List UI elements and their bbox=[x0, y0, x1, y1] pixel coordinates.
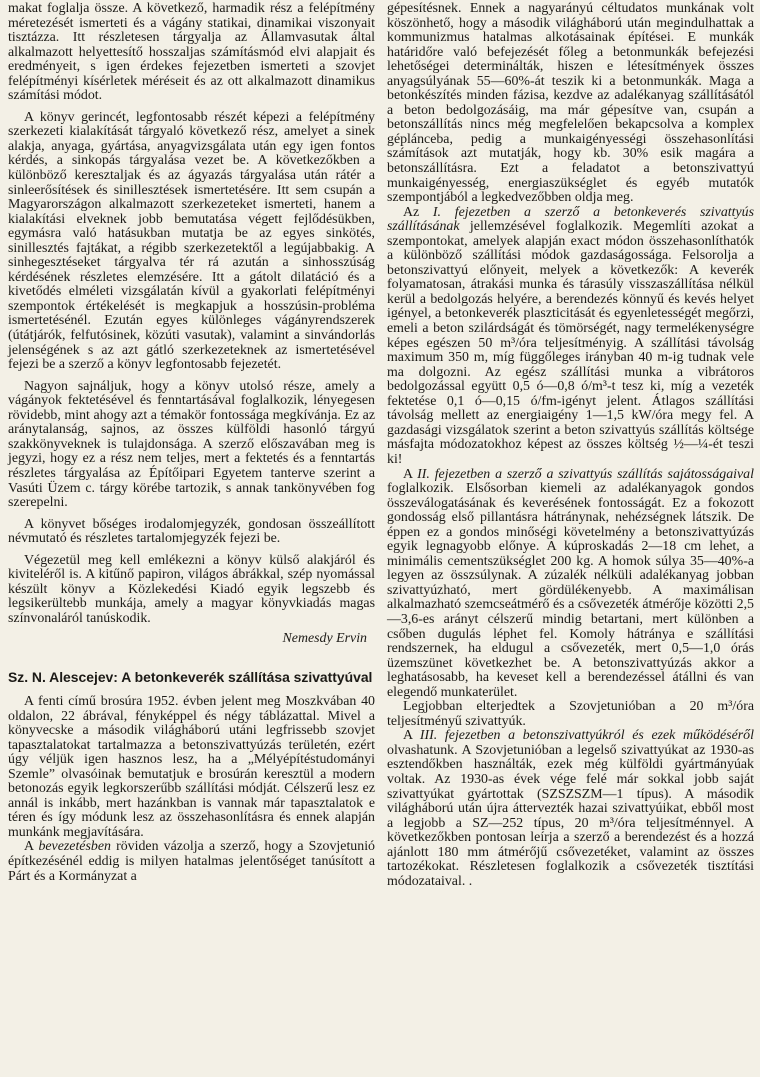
author-signature: Nemesdy Ervin bbox=[282, 631, 367, 647]
text-run: foglalkozik. Elsősorban kiemeli az adalékanyagok gondos összeválogatásának és keverésének fontosságát. Ez a fokozott gondosság első pillantásra hátránynak, nehézségnek látszik. De éppen ez a gondos minőségi követelmény a betonszivattyúzás egyik legnagyobb előnye. A kúproskadás 2—18 cm lehet, a minimális cementszükséglet 200 kg. A homok súlya 35—40%-a legyen az összsúlynak. A zúzalék nélküli adalékanyag jobban szivattyúzható, mert gördülékenyebb. A maximálisan alkalmazható szemcseátmérő és a csővezeték átmérője közötti 2,5—3,6-es arányt célszerű mindig betartani, mert különben a csőben dugulás léphet fel. Komoly hátránya e szállítási rendszernek, ha eldugul a csővezeték, mert 0,5—1,0 órás üzemszünet következhet be. A betonszivattyúzás akkor a leghatásosabb, ha keveset kell a berendezéssel átállni és van elegendő munkaterület. bbox=[387, 481, 754, 700]
paragraph: Végezetül meg kell emlékezni a könyv külső alakjáról és kiviteléről is. A kitűnő papiron, világos ábrákkal, szép nyomással készült könyv a Közlekedési Kiadó egyik legszebb és legsikerültebb munkája, amely a magyar könyvkiadás magas színvonaláról tanúskodik. bbox=[8, 552, 375, 626]
paragraph: A könyvet bőséges irodalomjegyzék, gondosan összeállított névmutató és részletes tartalomjegyzék fejezi be. bbox=[8, 516, 375, 547]
paragraph bbox=[387, 468, 754, 701]
paragraph: A fenti című brosúra 1952. évben jelent meg Moszkvában 40 oldalon, 22 ábrával, fényképpel és négy táblázattal. Mivel a könyvecske a második világháború utáni legfrissebb szovjet tapasztalatokat tartalmazza a betonszivattyúzás területén, ezért úgy véljük igen hasznos lesz, ha a „Mélyépítéstudományi Szemle” olvasóinak bemutatjuk e brosúrán keresztül a modern betonozás egyik legkorszerűbb szállítási módját. Célszerű lesz ez annál is inkább, mert hazánkban is vannak már tapasztalatok e téren és így módunk lesz az összehasonlításra és ennek alapján munkánk megjavítására. bbox=[8, 693, 375, 840]
paragraph: gépesítésnek. Ennek a nagyarányú céltudatos munkának volt köszönhető, hogy a második világháború után megindulhattak a kommunizmus hatalmas alkotásainak építései. E munkák határidőre való befejezését főleg a betonmunkák befejezési lehetőségei determinálták, hiszen e létesítmények összes anyagsúlyának 55—60%-át teszik ki a betonmunkák. Maga a betonkészítés minden fázisa, kezdve az adalékanyag szállításától a beton bedolgozásáig, ma már gépesítve van, csupán a betonszállítás nincs még megfelelően bekapcsolva a komplex géplánceba, pedig a munkaigényességi összehasonlítási számítások azt mutatják, hogy kb. 30% esik magára a betonszállításra. Ezt a feladatot a betonszivattyú munkaigényesség, energiaszükséglet és egyéb mutatók szempontjából a legkedvezőbben oldja meg. bbox=[387, 1, 754, 206]
text-run: jellemzésével foglalkozik. Megemlíti azokat a szempontokat, amelyek alapján exact módon összehasonlíthatók a különböző szállítási módok gazdaságossága. Felsorolja a betonszivattyú előnyeit, melyek a következők: A keverék folyamatosan, átrakási munka és tárasúly visszaszállítása nélkül kerül a bedolgozás helyére, a berendezés könnyű és kevés helyet igényel, a betonkeverék plaszticitását és egyenletességét megőrzi, emeli a beton szilárdságát és tömörségét, nagy termelékenységre képes egészen 50 m³/óra teljesítményig. A szállítási távolság maximum 350 m, míg függőleges irányban 40 m-ig tudnak vele ma dolgozni. Az egész szállítási munka a vibrátoros bedolgozással együtt 0,5 ó—0,8 ó/m³-t tesz ki, míg a vezeték fektetése 0,1 ó—0,15 ó/fm-igényt jelent. Átlagos szállítási távolság mellett az energiaigény 1—1,5 kW/óra megy fel. A gazdasági vizsgálatok szerint a beton szivattyús szállítás költsége másfajta módozatokhoz képest az összes költség ½—¼-ét teszi ki! bbox=[387, 219, 754, 467]
paragraph bbox=[8, 840, 375, 884]
review-title: Sz. N. Alescejev: A betonkeverék szállítása szivattyúval bbox=[8, 668, 373, 685]
paragraph bbox=[387, 729, 754, 889]
text-run: A bbox=[403, 728, 420, 744]
italic-text: bevezetésben bbox=[38, 839, 111, 855]
italic-text: III. fejezetben a betonszivattyúkról és ezek működéséről bbox=[419, 728, 754, 744]
text-run: röviden vázolja a szerző, hogy a Szovjetunió építkezésénél eddig is milyen hatalmas jelentőséget tanúsított a Párt és a Kormányzat a bbox=[8, 839, 375, 884]
text-run: A bbox=[403, 466, 418, 482]
right-column bbox=[387, 2, 754, 1073]
paragraph bbox=[387, 206, 754, 468]
left-column bbox=[8, 2, 375, 1073]
text-run: olvashatunk. A Szovjetunióban a legelső szivattyúkat az 1930-as esztendőkben használták, ezek még külföldi gyártmányúak voltak. Az 1930-as évek vége felé már sokkal jobb saját szivattyúkat gyártottak (SZSZSZM—1 típus). A második világháború után újra áttervezték hazai szivattyúikat, ebből most a legjobb a SZ—252 típus, 20 m³/óra teljesítménnyel. A következőkben pontosan leírja a szerző a berendezést és a hozzá ajánlott 180 mm átmérőjű csővezetéket, valamint az összes tartozékokat. Részletesen foglalkozik a csővezeték tisztítási módozataival. . bbox=[387, 742, 754, 889]
paragraph: makat foglalja össze. A következő, harmadik rész a felépítmény méretezését ismerteti és a vágány statikai, dinamikai viszonyait tisztázza. Itt részletesen tárgyalja az Államvasutak által alkalmazott helyettesítő hosszaljas számításmód elvi alapjait és eredményeit, s igen érdekes fejezetben ismerteti a szovjet felépítményi kísérletek méréseit és az ott alkalmazott dinamikus számítási módot. bbox=[8, 1, 375, 104]
paragraph: A könyv gerincét, legfontosabb részét képezi a felépítmény szerkezeti kialakítását tárgyaló következő rész, amelyet a sinek alakja, anyaga, gyártása, anyagvizsgálata után egy igen fontos kérdés, a sinkopás tárgyalása vezet be. A következőkben a különböző keresztaljak és az ágyazás tárgyalása után rátér a sinleerősítések és sinillesztések ismertetésére. Itt sem csupán a Magyarországon alkalmazott szerkezeteket ismerteti, hanem a kialakítási elveknek jobb bemutatása végett fejlődésükben, egymásra való hatásukban mutatja be az egyes sinkötés, sinillesztés fajtákat, a régibb szerkezetektől a legújabbakig. A sinhegesztéseket tárgyalva tér rá azután a sinhosszúság kérdésének részletes elemzésére. Itt a gátolt dilatáció és a kivetődés elméleti vizsgálatán kívül a gyakorlati felépítményi szempontok értékelését is megkapjuk a hosszúsin-probléma ismertetésénél. Ezután egyes különleges vágányrendszerek (útátjárók, felfutósinek, közúti vasutak), valamint a sinvándorlás jelenségének s az azt gátló szerkezeteknek az ismertetésével fejezi be a szerző a könyv legfontosabb fejezetét. bbox=[8, 109, 375, 373]
paragraph: Legjobban elterjedtek a Szovjetunióban a 20 m³/óra teljesítményű szivattyúk. bbox=[387, 699, 754, 729]
italic-text: I. fejezetben a szerző a betonkeverés szivattyús szállításának bbox=[387, 204, 755, 235]
paragraph: Nagyon sajnáljuk, hogy a könyv utolsó része, amely a vágányok fektetésével és fenntartásával foglalkozik, lényegesen rövidebb, mint ahogy azt a témakör fontossága megkívánja. Ez az aránytalanság, sajnos, az összes külföldi hasonló tárgyú szakkönyveknek is tulajdonsága. A szerző előszavában meg is jegyzi, hogy ez a rész nem teljes, mert a fektetés és a fenntartás részletes tárgyalása az Építőipari Egyetem tanterve szerint a Vasúti Üzem c. tárgy körébe tartozik, s annak tankönyvében fog szerepelni. bbox=[8, 378, 375, 511]
italic-text: II. fejezetben a szerző a szivattyús szállítás sajátosságaival bbox=[417, 466, 754, 482]
text-run: A bbox=[24, 839, 39, 855]
text-run: Az bbox=[403, 204, 433, 220]
two-column-layout bbox=[8, 2, 754, 1073]
